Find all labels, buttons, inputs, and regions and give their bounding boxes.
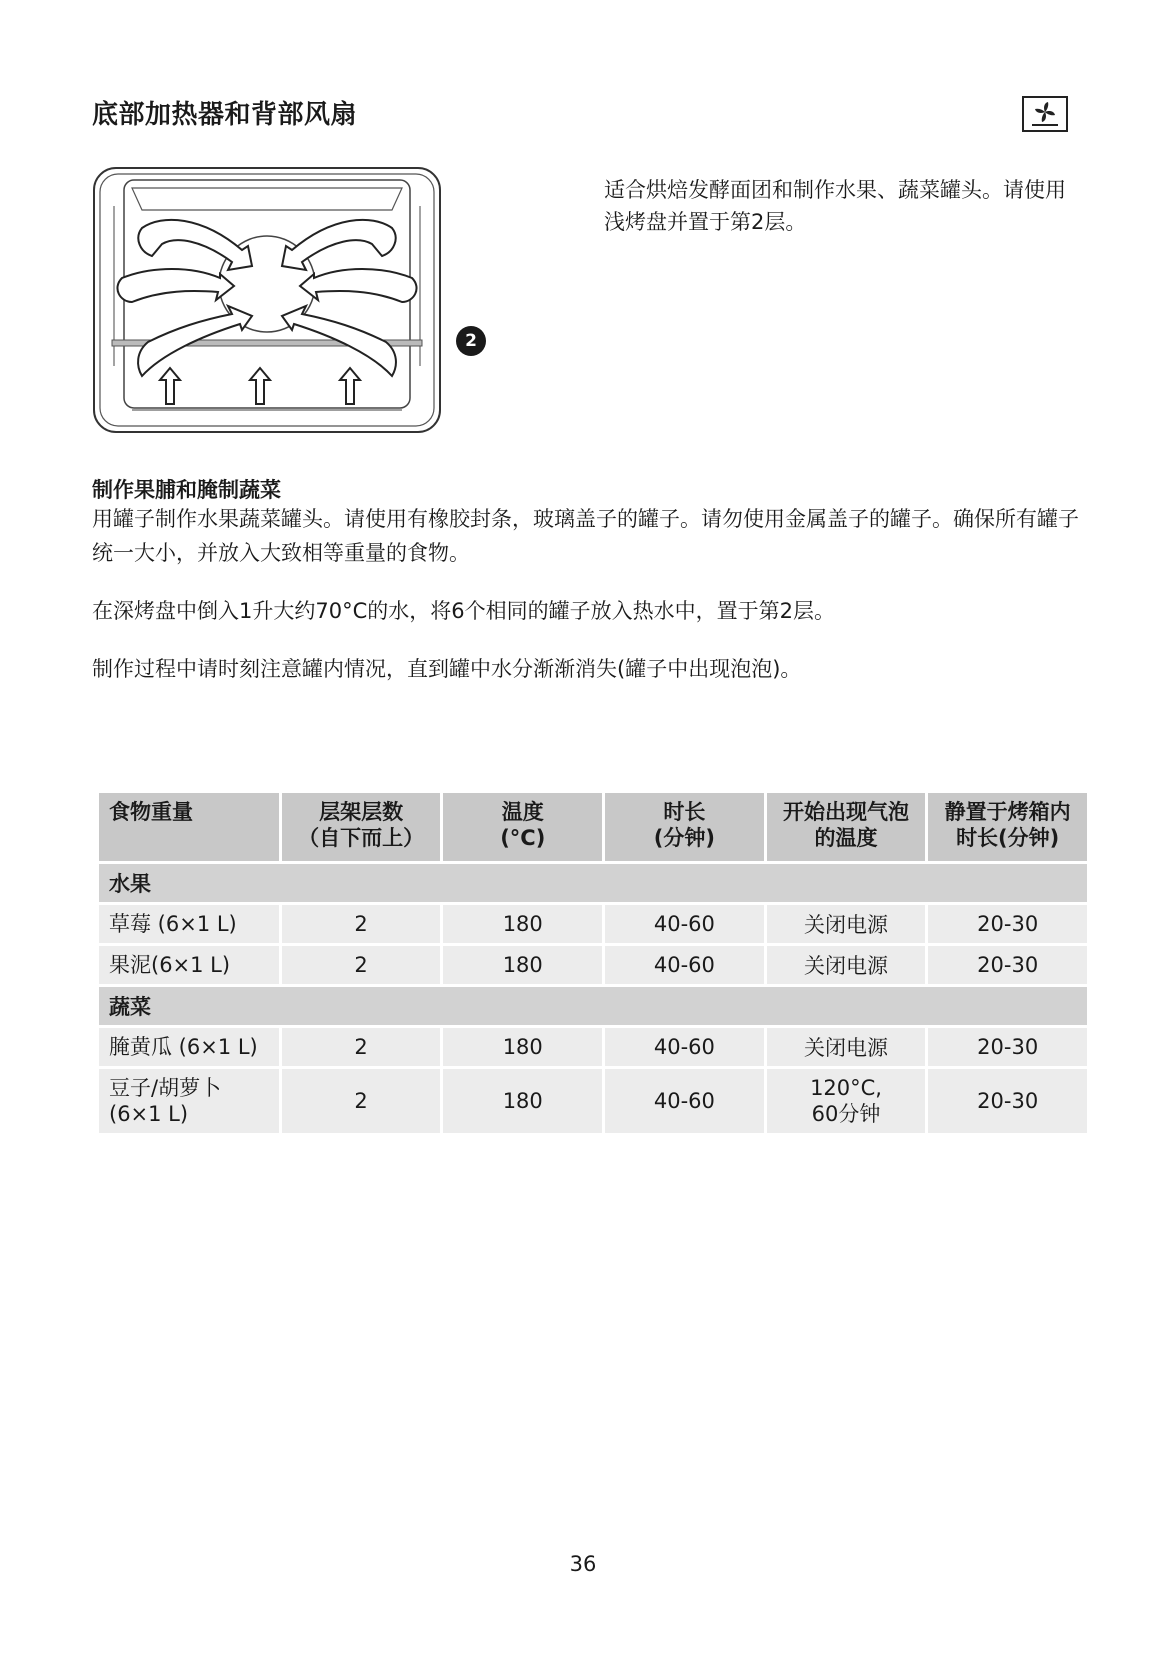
temp-cell: 180 xyxy=(443,1028,602,1066)
category-fruit: 水果 xyxy=(99,864,1087,902)
shelf-cell: 2 xyxy=(282,905,441,943)
table-row xyxy=(99,1069,1087,1133)
paragraph-2: 在深烤盘中倒入1升大约70°C的水，将6个相同的罐子放入热水中，置于第2层。 xyxy=(92,599,835,623)
temp-cell: 180 xyxy=(443,946,602,984)
header-rest-time: 静置于烤箱内 时长(分钟) xyxy=(928,793,1087,861)
header-temperature: 温度 (°C) xyxy=(443,793,602,861)
fan-bottom-heater-icon xyxy=(1022,96,1068,132)
food-cell: 草莓 (6×1 L) xyxy=(99,905,279,943)
bubble-cell: 关闭电源 xyxy=(767,1028,926,1066)
header-bubble-temp: 开始出现气泡 的温度 xyxy=(767,793,926,861)
shelf-cell: 2 xyxy=(282,1028,441,1066)
oven-airflow-diagram xyxy=(92,166,442,434)
time-cell: 40-60 xyxy=(605,946,764,984)
page-title: 底部加热器和背部风扇 xyxy=(92,100,358,130)
table-row xyxy=(99,905,1087,943)
rest-cell: 20-30 xyxy=(928,1028,1087,1066)
canning-table xyxy=(96,790,1090,1136)
shelf-cell: 2 xyxy=(282,946,441,984)
shelf-number-badge: 2 xyxy=(456,326,486,356)
table-row xyxy=(99,946,1087,984)
paragraph-1: 用罐子制作水果蔬菜罐头。请使用有橡胶封条，玻璃盖子的罐子。请勿使用金属盖子的罐子。确保所有罐子统一大小，并放入大致相等重量的食物。 xyxy=(92,507,1079,565)
section-heading: 制作果脯和腌制蔬菜 xyxy=(92,478,281,502)
header-shelf-level: 层架层数 （自下而上） xyxy=(282,793,441,861)
category-row xyxy=(99,987,1087,1025)
temp-cell: 180 xyxy=(443,905,602,943)
food-cell: 豆子/胡萝卜 (6×1 L) xyxy=(99,1069,279,1133)
time-cell: 40-60 xyxy=(605,905,764,943)
category-vegetable: 蔬菜 xyxy=(99,987,1087,1025)
header-food-weight: 食物重量 xyxy=(99,793,279,861)
bubble-cell: 关闭电源 xyxy=(767,946,926,984)
food-cell: 腌黄瓜 (6×1 L) xyxy=(99,1028,279,1066)
temp-cell: 180 xyxy=(443,1069,602,1133)
shelf-cell: 2 xyxy=(282,1069,441,1133)
time-cell: 40-60 xyxy=(605,1069,764,1133)
mode-description: 适合烘焙发酵面团和制作水果、蔬菜罐头。请使用浅烤盘并置于第2层。 xyxy=(604,178,1066,234)
bubble-cell: 关闭电源 xyxy=(767,905,926,943)
header-duration: 时长 (分钟) xyxy=(605,793,764,861)
food-cell: 果泥(6×1 L) xyxy=(99,946,279,984)
time-cell: 40-60 xyxy=(605,1028,764,1066)
rest-cell: 20-30 xyxy=(928,946,1087,984)
table-row xyxy=(99,1028,1087,1066)
table-header-row xyxy=(99,793,1087,861)
bubble-cell: 120°C, 60分钟 xyxy=(767,1069,926,1133)
category-row xyxy=(99,864,1087,902)
rest-cell: 20-30 xyxy=(928,1069,1087,1133)
paragraph-3: 制作过程中请时刻注意罐内情况，直到罐中水分渐渐消失(罐子中出现泡泡)。 xyxy=(92,657,802,681)
rest-cell: 20-30 xyxy=(928,905,1087,943)
page-number: 36 xyxy=(569,1552,597,1576)
